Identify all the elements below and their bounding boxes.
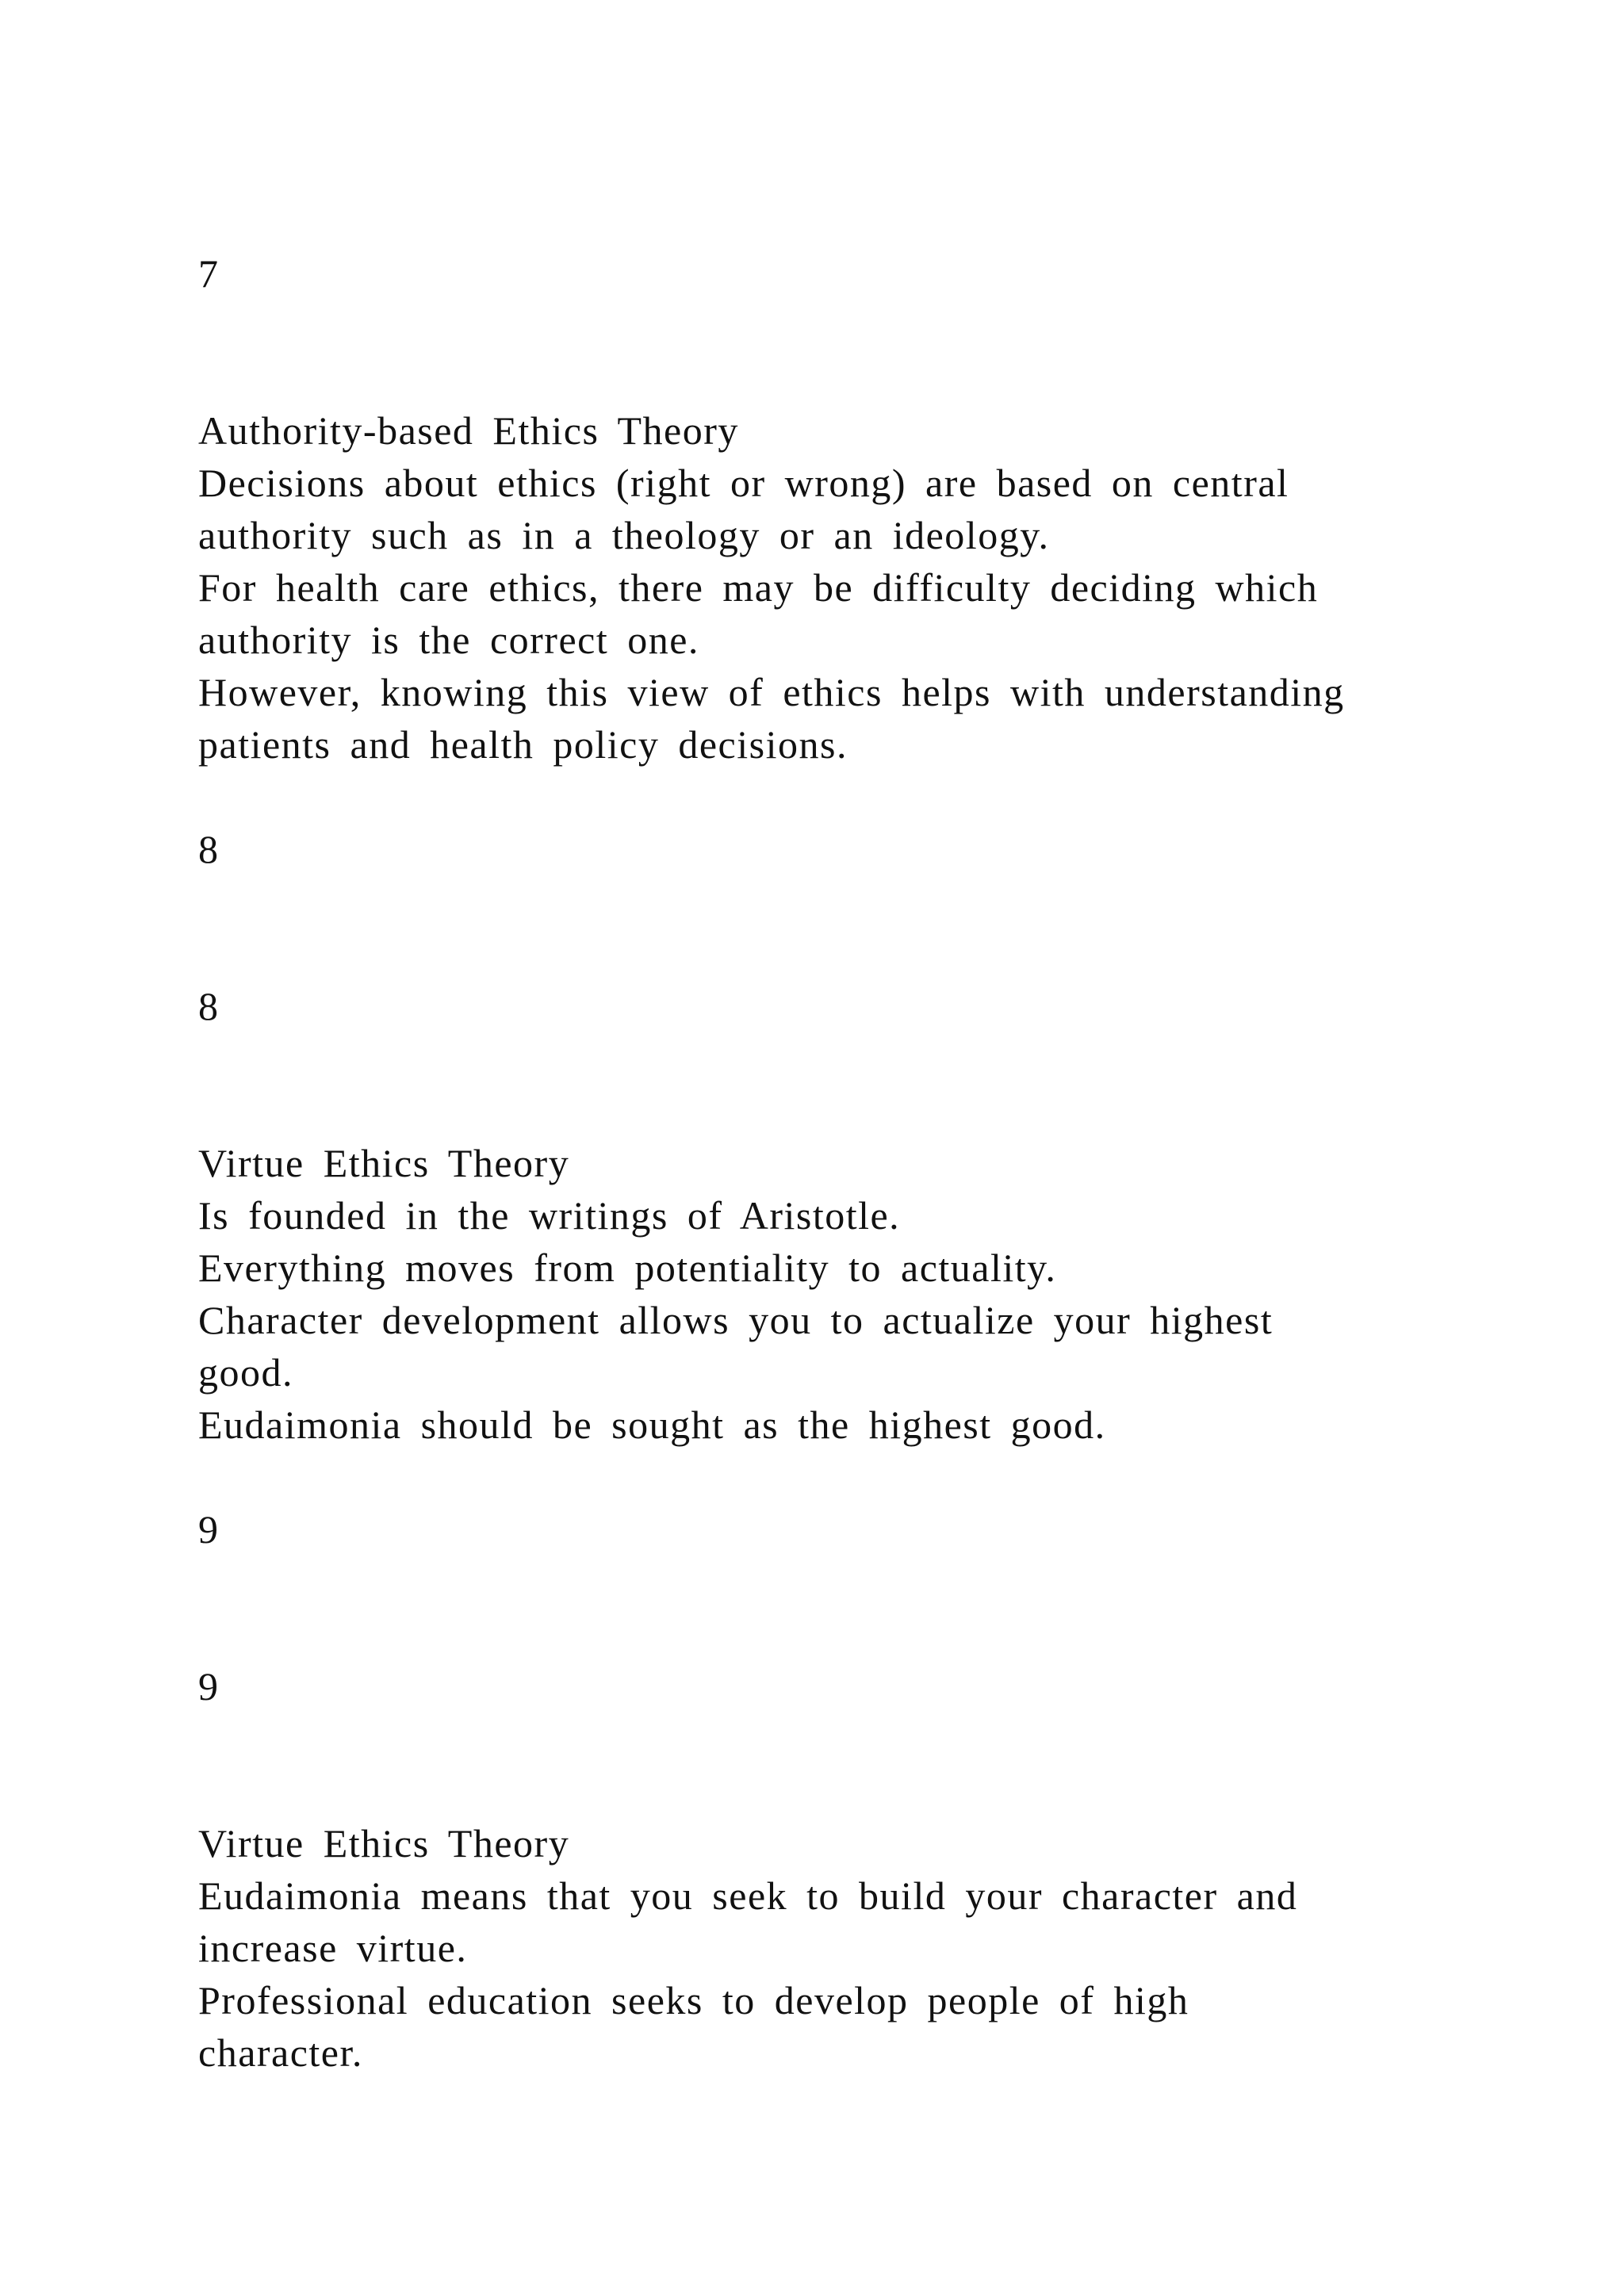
body-line: character. <box>198 2030 363 2075</box>
page-number: 8 <box>198 984 220 1028</box>
section-heading: Virtue Ethics Theory <box>198 1821 570 1866</box>
body-line: increase virtue. <box>198 1926 468 1970</box>
body-line: For health care ethics, there may be difficulty deciding which <box>198 565 1319 610</box>
body-line: Professional education seeks to develop people of high <box>198 1978 1189 2022</box>
body-line: Eudaimonia means that you seek to build your character and <box>198 1873 1298 1918</box>
body-line: patients and health policy decisions. <box>198 722 848 767</box>
body-line: Character development allows you to actualize your highest <box>198 1298 1274 1342</box>
body-line: good. <box>198 1350 293 1395</box>
body-line: authority such as in a theology or an ideology. <box>198 513 1050 557</box>
page-number: 7 <box>198 251 220 296</box>
page-number: 9 <box>198 1664 220 1709</box>
body-line: authority is the correct one. <box>198 618 699 662</box>
slide-number: 8 <box>198 827 220 871</box>
slide-number: 9 <box>198 1507 220 1552</box>
body-line: Is founded in the writings of Aristotle. <box>198 1193 901 1238</box>
body-line: Decisions about ethics (right or wrong) are based on central <box>198 461 1289 505</box>
body-line: Eudaimonia should be sought as the highest good. <box>198 1402 1106 1447</box>
section-heading: Authority-based Ethics Theory <box>198 408 739 453</box>
body-line: Everything moves from potentiality to actuality. <box>198 1246 1057 1290</box>
body-line: However, knowing this view of ethics helps with understanding <box>198 670 1345 714</box>
section-heading: Virtue Ethics Theory <box>198 1141 570 1185</box>
